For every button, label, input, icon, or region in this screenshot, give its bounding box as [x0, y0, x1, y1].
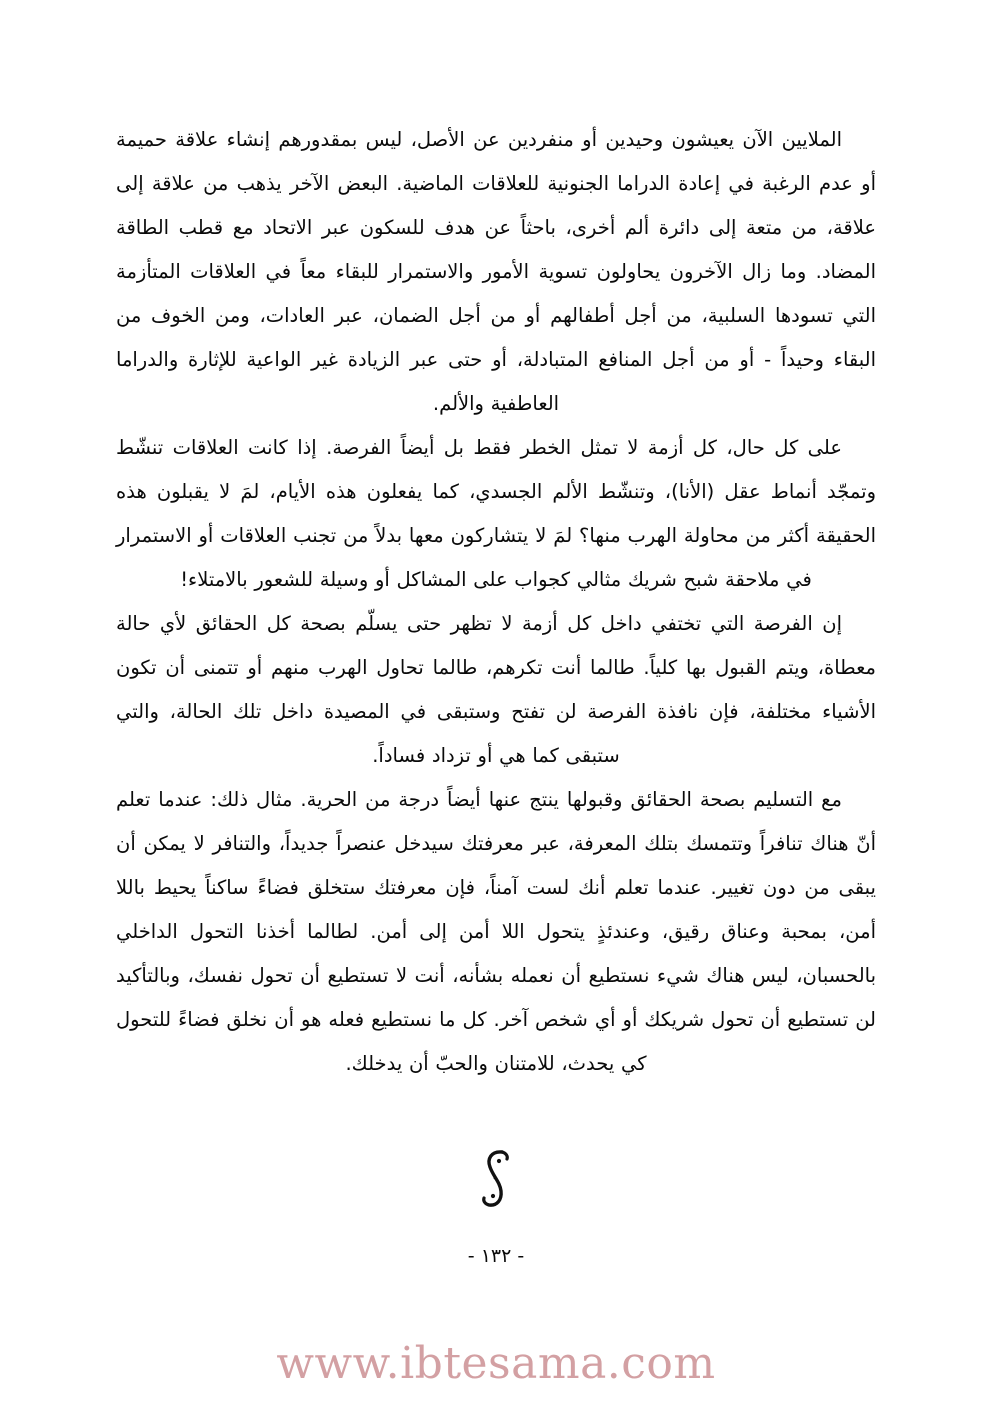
- site-watermark: www.ibtesama.com: [276, 1338, 716, 1389]
- paragraph-3: إن الفرصة التي تختفي داخل كل أزمة لا تظهر حتى يسلّم بصحة كل الحقائق لأي حالة معطاة، ويتم القبول بها كلياً. طالما أنت تكرهم، طالما تحاول الهرب منهم أو تتمنى أن تكون الأشياء مختلفة، فإن نافذة الفرصة لن تفتح وستبقى في المصيدة داخل تلك الحالة، والتي ستبقى كما هي أو تزداد فساداً.: [116, 612, 876, 767]
- page-body: [116, 118, 876, 1086]
- paragraph-4: مع التسليم بصحة الحقائق وقبولها ينتج عنها أيضاً درجة من الحرية. مثال ذلك: عندما تعلم أنّ هناك تنافراً وتتمسك بتلك المعرفة، عبر معرفتك سيدخل عنصراً جديداً، والتنافر لا يمكن أن يبقى من دون تغيير. عندما تعلم أنك لست آمناً، فإن معرفتك ستخلق فضاءً ساكناً يحيط باللا أمن، بمحبة وعناق رقيق، وعندئذٍ يتحول اللا أمن إلى أمن. لطالما أخذنا التحول الداخلي بالحسبان، ليس هناك شيء نستطيع أن نعمله بشأنه، أنت لا تستطيع أن تحول نفسك، وبالتأكيد لن تستطيع أن تحول شريكك أو أي شخص آخر. كل ما نستطيع فعله هو أن نخلق فضاءً للتحول كي يحدث، للامتنان والحبّ أن يدخلك.: [116, 788, 876, 1075]
- decorative-swash-ornament: [0, 1148, 992, 1234]
- paragraph-2: على كل حال، كل أزمة لا تمثل الخطر فقط بل أيضاً الفرصة. إذا كانت العلاقات تنشّط وتمجّد أنماط عقل (الأنا)، وتنشّط الألم الجسدي، كما يفعلون هذه الأيام، لمَ لا يقبلون هذه الحقيقة أكثر من محاولة الهرب منها؟ لمَ لا يتشاركون معها بدلاً من تجنب العلاقات أو الاستمرار في ملاحقة شبح شريك مثالي كجواب على المشاكل أو وسيلة للشعور بالامتلاء!: [116, 436, 876, 591]
- swash-fleuron-icon: [475, 1148, 517, 1222]
- page-number: - ١٣٢ -: [467, 1245, 525, 1267]
- paragraph-1: الملايين الآن يعيشون وحيدين أو منفردين عن الأصل، ليس بمقدورهم إنشاء علاقة حميمة أو عدم الرغبة في إعادة الدراما الجنونية للعلاقات الماضية. البعض الآخر يذهب من علاقة إلى علاقة، من متعة إلى دائرة ألم أخرى، باحثاً عن هدف للسكون عبر الاتحاد مع قطب الطاقة المضاد. وما زال الآخرون يحاولون تسوية الأمور والاستمرار للبقاء معاً في العلاقات المتأزمة التي تسودها السلبية، من أجل أطفالهم أو من أجل الضمان، عبر العادات، ومن الخوف من البقاء وحيداً - أو من أجل المنافع المتبادلة، أو حتى عبر الزيادة غير الواعية للإثارة والدراما العاطفية والألم.: [116, 128, 876, 415]
